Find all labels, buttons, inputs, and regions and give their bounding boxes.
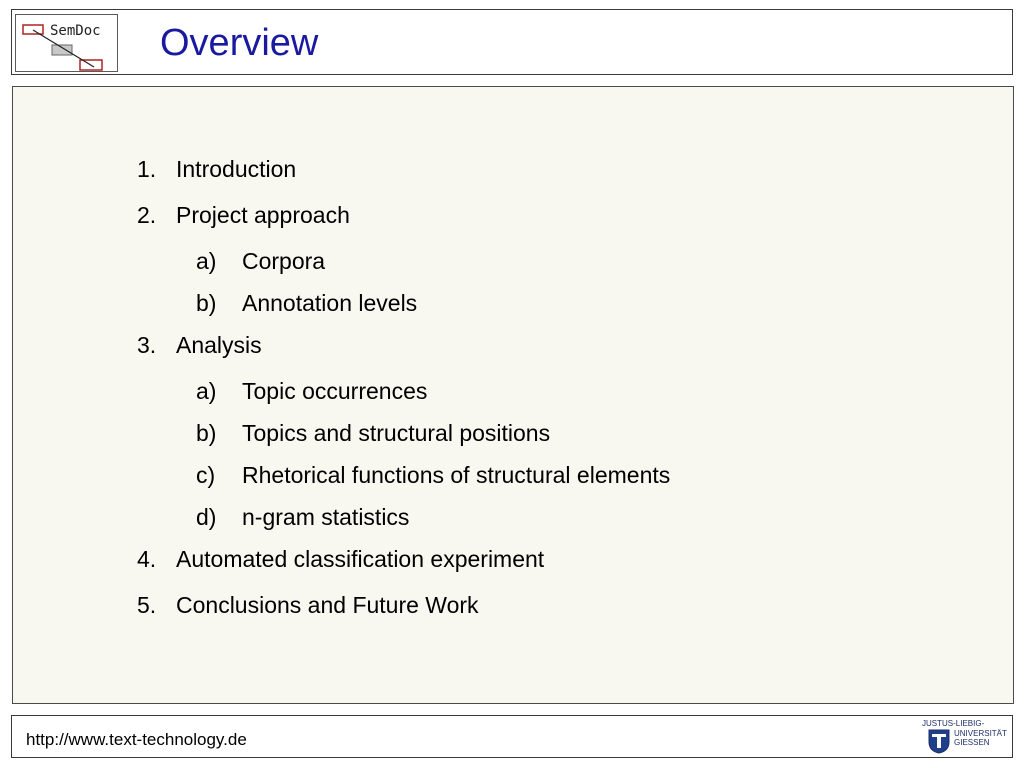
university-line-2: UNIVERSITÄT <box>954 729 1007 738</box>
outline-marker: b) <box>196 290 217 316</box>
university-line-1: JUSTUS-LIEBIG- <box>922 719 985 728</box>
slide-header <box>11 9 1013 75</box>
university-line-3: GIESSEN <box>954 738 990 747</box>
outline-label: Corpora <box>242 248 326 274</box>
semdoc-logo <box>15 14 118 72</box>
outline-marker: a) <box>196 378 217 404</box>
outline-marker: a) <box>196 248 217 274</box>
slide-footer <box>11 715 1013 758</box>
outline-label: Conclusions and Future Work <box>176 592 479 618</box>
university-crest-icon <box>928 729 950 754</box>
outline-label: Annotation levels <box>242 290 418 316</box>
outline-marker: d) <box>196 504 217 530</box>
footer-url[interactable]: http://www.text-technology.de <box>26 730 247 749</box>
logo-text: SemDoc <box>50 23 101 39</box>
outline-marker: 5. <box>137 592 157 618</box>
outline-marker: 2. <box>137 202 157 228</box>
outline-label: Automated classification experiment <box>176 546 545 572</box>
outline-label: n-gram statistics <box>242 504 410 530</box>
slide-content <box>12 86 1014 704</box>
outline-marker: 4. <box>137 546 157 572</box>
outline-marker: 3. <box>137 332 157 358</box>
outline-label: Project approach <box>176 202 350 228</box>
outline-label: Topic occurrences <box>242 378 428 404</box>
outline-label: Analysis <box>176 332 262 358</box>
outline-label: Introduction <box>176 156 297 182</box>
outline-marker: 1. <box>137 156 157 182</box>
outline-label: Rhetorical functions of structural elements <box>242 462 671 488</box>
outline-marker: b) <box>196 420 217 446</box>
outline-marker: c) <box>196 462 216 488</box>
outline-label: Topics and structural positions <box>242 420 551 446</box>
slide-title: Overview <box>160 22 319 64</box>
university-logo <box>918 718 1010 756</box>
